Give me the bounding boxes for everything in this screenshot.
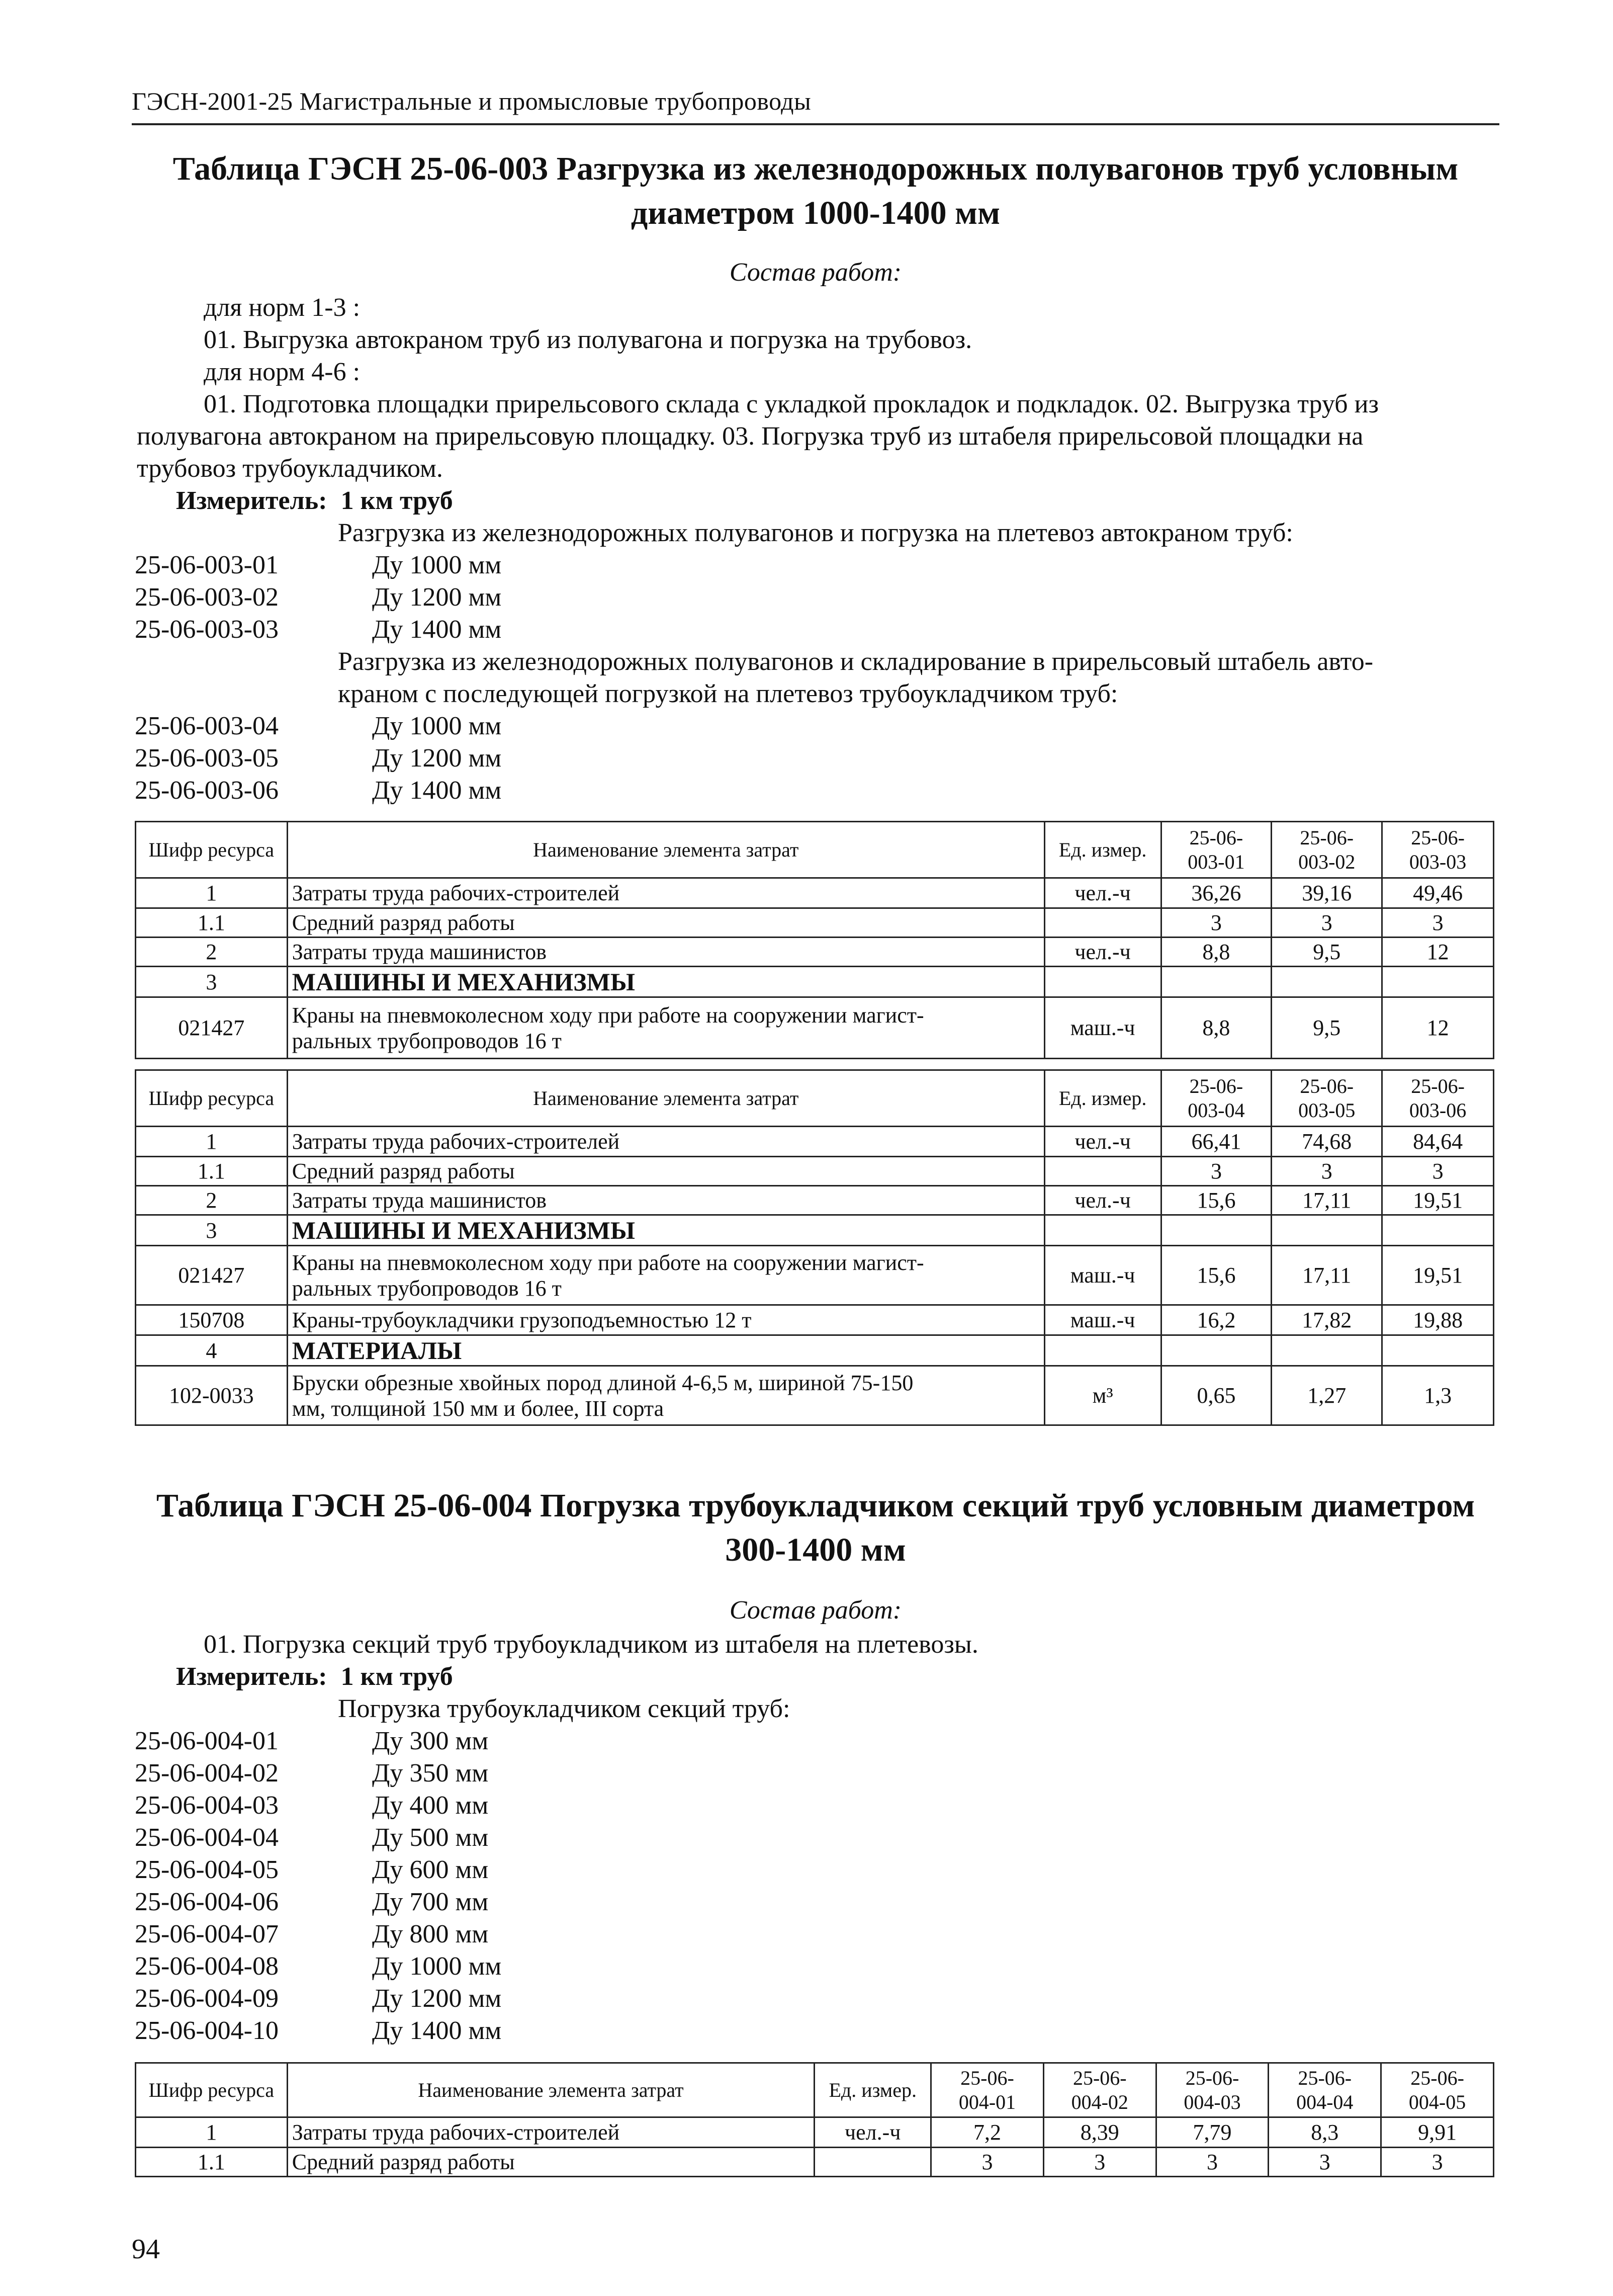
table1-norm2-line3: трубовоз трубоукладчиком. xyxy=(137,454,443,483)
cost-table-b xyxy=(135,1069,1494,1426)
table2-item: Ду 500 мм xyxy=(372,1823,489,1852)
col-header-code: Шифр ресурса xyxy=(136,1070,288,1127)
table2-code: 25-06-004-07 xyxy=(135,1920,279,1948)
table-row: 102-0033 Бруски обрезные хвойных пород длиной 4-6,5 м, шириной 75-150 мм, толщиной 150 мм и более, III сорта м³ 0,65 1,27 1,3 xyxy=(136,1366,1494,1425)
col-header-name: Наименование элемента затрат xyxy=(287,2063,815,2117)
table2-title xyxy=(132,1484,1499,1572)
table2-code: 25-06-004-08 xyxy=(135,1952,279,1981)
table-row-section: 3 МАШИНЫ И МЕХАНИЗМЫ xyxy=(136,967,1494,997)
table1-title xyxy=(132,147,1499,235)
table2-item: Ду 800 мм xyxy=(372,1920,489,1948)
table-header-row xyxy=(136,1070,1494,1127)
header-rule xyxy=(132,123,1499,125)
col-header-name: Наименование элемента затрат xyxy=(287,822,1044,878)
table1-item: Ду 1000 мм xyxy=(372,712,502,740)
table1-code: 25-06-003-01 xyxy=(135,551,279,579)
table2-item: Ду 1000 мм xyxy=(372,1952,502,1981)
table1-measure-label: Измеритель: xyxy=(176,486,327,515)
table-row: 1 Затраты труда рабочих-строителей чел.-ч 36,26 39,16 49,46 xyxy=(136,878,1494,908)
table1-item: Ду 1400 мм xyxy=(372,615,502,644)
table-row-section: 4 МАТЕРИАЛЫ xyxy=(136,1335,1494,1366)
table2-composition-title: Состав работ: xyxy=(729,1596,902,1625)
table-row: 1.1 Средний разряд работы 3 3 3 xyxy=(136,908,1494,938)
col-header-unit: Ед. измер. xyxy=(815,2063,931,2117)
table2-item: Ду 400 мм xyxy=(372,1791,489,1820)
table1-code: 25-06-003-03 xyxy=(135,615,279,644)
table-row: 2 Затраты труда машинистов чел.-ч 15,6 17,11 19,51 xyxy=(136,1186,1494,1215)
table2-title-line1: Таблица ГЭСН 25-06-004 Погрузка трубоукладчиком секций труб условным диаметром xyxy=(156,1487,1475,1524)
table1-group1-text: Разгрузка из железнодорожных полувагонов и погрузка на плетевоз автокраном труб: xyxy=(338,519,1293,547)
table2-code: 25-06-004-04 xyxy=(135,1823,279,1852)
page-number: 94 xyxy=(132,2234,160,2265)
table2-item: Ду 700 мм xyxy=(372,1888,489,1916)
table2-code: 25-06-004-05 xyxy=(135,1855,279,1884)
col-header-norm: 25-06- 004-04 xyxy=(1269,2063,1381,2117)
table-row: 1.1 Средний разряд работы 3 3 3 3 3 xyxy=(136,2148,1494,2177)
table1-item: Ду 1400 мм xyxy=(372,776,502,805)
col-header-norm: 25-06- 004-01 xyxy=(931,2063,1044,2117)
table2-title-line2: 300-1400 мм xyxy=(725,1532,906,1568)
table2-item: Ду 600 мм xyxy=(372,1855,489,1884)
table-row: 021427 Краны на пневмоколесном ходу при работе на сооружении магист- ральных трубопроводов 16 т маш.-ч 8,8 9,5 12 xyxy=(136,997,1494,1059)
cost-table-c xyxy=(135,2062,1494,2177)
table-header-row xyxy=(136,2063,1494,2117)
table-row: 1 Затраты труда рабочих-строителей чел.-ч 7,2 8,39 7,79 8,3 9,91 xyxy=(136,2117,1494,2148)
table2-code: 25-06-004-09 xyxy=(135,1984,279,2013)
col-header-norm: 25-06- 003-01 xyxy=(1161,822,1272,878)
running-header: ГЭСН-2001-25 Магистральные и промысловые трубопроводы xyxy=(132,87,812,115)
table2-measure-label: Измеритель: xyxy=(176,1662,327,1691)
table1-title-line2: диаметром 1000-1400 мм xyxy=(631,195,1001,231)
table1-group2-line2: краном с последующей погрузкой на плетевоз трубоукладчиком труб: xyxy=(338,679,1118,708)
table2-item: Ду 1200 мм xyxy=(372,1984,502,2013)
table-row: 1 Затраты труда рабочих-строителей чел.-ч 66,41 74,68 84,64 xyxy=(136,1127,1494,1157)
table1-group2-line1: Разгрузка из железнодорожных полувагонов и складирование в прирельсовый штабель авто- xyxy=(338,647,1374,676)
table2-code: 25-06-004-02 xyxy=(135,1759,279,1788)
table1-norm2-label: для норм 4-6 : xyxy=(204,358,361,386)
table-row-section: 3 МАШИНЫ И МЕХАНИЗМЫ xyxy=(136,1215,1494,1246)
col-header-norm: 25-06- 003-05 xyxy=(1272,1070,1382,1127)
table-row: 150708 Краны-трубоукладчики грузоподъемностью 12 т маш.-ч 16,2 17,82 19,88 xyxy=(136,1305,1494,1335)
col-header-norm: 25-06- 003-03 xyxy=(1382,822,1494,878)
table1-code: 25-06-003-05 xyxy=(135,744,279,773)
table2-code: 25-06-004-01 xyxy=(135,1727,279,1755)
table1-item: Ду 1200 мм xyxy=(372,583,502,612)
col-header-norm: 25-06- 003-06 xyxy=(1382,1070,1494,1127)
table-row: 021427 Краны на пневмоколесном ходу при работе на сооружении магист- ральных трубопроводов 16 т маш.-ч 15,6 17,11 19,51 xyxy=(136,1246,1494,1305)
col-header-norm: 25-06- 004-05 xyxy=(1381,2063,1494,2117)
table1-code: 25-06-003-02 xyxy=(135,583,279,612)
table2-code: 25-06-004-10 xyxy=(135,2016,279,2045)
table1-norm2-line2: полувагона автокраном на прирельсовую площадку. 03. Погрузка труб из штабеля прирельсовой площадки на xyxy=(137,422,1364,451)
table1-measure-value: 1 км труб xyxy=(340,486,453,515)
table2-group-text: Погрузка трубоукладчиком секций труб: xyxy=(338,1694,790,1723)
col-header-norm: 25-06- 003-02 xyxy=(1272,822,1382,878)
cost-table-a xyxy=(135,821,1494,1059)
table2-composition-text: 01. Погрузка секций труб трубоукладчиком из штабеля на плетевозы. xyxy=(204,1630,978,1659)
col-header-unit: Ед. измер. xyxy=(1044,1070,1161,1127)
col-header-norm: 25-06- 004-02 xyxy=(1043,2063,1156,2117)
table1-item: Ду 1000 мм xyxy=(372,551,502,579)
table1-code: 25-06-003-04 xyxy=(135,712,279,740)
col-header-code: Шифр ресурса xyxy=(136,2063,288,2117)
table-header-row xyxy=(136,822,1494,878)
table2-item: Ду 350 мм xyxy=(372,1759,489,1788)
table-row: 2 Затраты труда машинистов чел.-ч 8,8 9,5 12 xyxy=(136,938,1494,967)
table1-norm1-text: 01. Выгрузка автокраном труб из полувагона и погрузка на трубовоз. xyxy=(204,325,972,354)
table-row: 1.1 Средний разряд работы 3 3 3 xyxy=(136,1157,1494,1186)
col-header-norm: 25-06- 003-04 xyxy=(1161,1070,1272,1127)
table2-item: Ду 300 мм xyxy=(372,1727,489,1755)
table1-code: 25-06-003-06 xyxy=(135,776,279,805)
col-header-norm: 25-06- 004-03 xyxy=(1156,2063,1269,2117)
table2-code: 25-06-004-03 xyxy=(135,1791,279,1820)
table1-norm2-line1: 01. Подготовка площадки прирельсового склада с укладкой прокладок и подкладок. 02. Выгрузка труб из xyxy=(204,390,1379,418)
table1-measure xyxy=(176,485,453,517)
col-header-unit: Ед. измер. xyxy=(1044,822,1161,878)
table2-item: Ду 1400 мм xyxy=(372,2016,502,2045)
table1-title-line1: Таблица ГЭСН 25-06-003 Разгрузка из железнодорожных полувагонов труб условным xyxy=(172,150,1459,187)
table2-measure-value: 1 км труб xyxy=(340,1662,453,1691)
table2-measure xyxy=(176,1661,453,1693)
table1-norm1-label: для норм 1-3 : xyxy=(204,293,361,322)
table2-code: 25-06-004-06 xyxy=(135,1888,279,1916)
col-header-name: Наименование элемента затрат xyxy=(287,1070,1044,1127)
table1-composition-title: Состав работ: xyxy=(729,258,902,287)
table1-item: Ду 1200 мм xyxy=(372,744,502,773)
col-header-code: Шифр ресурса xyxy=(136,822,288,878)
